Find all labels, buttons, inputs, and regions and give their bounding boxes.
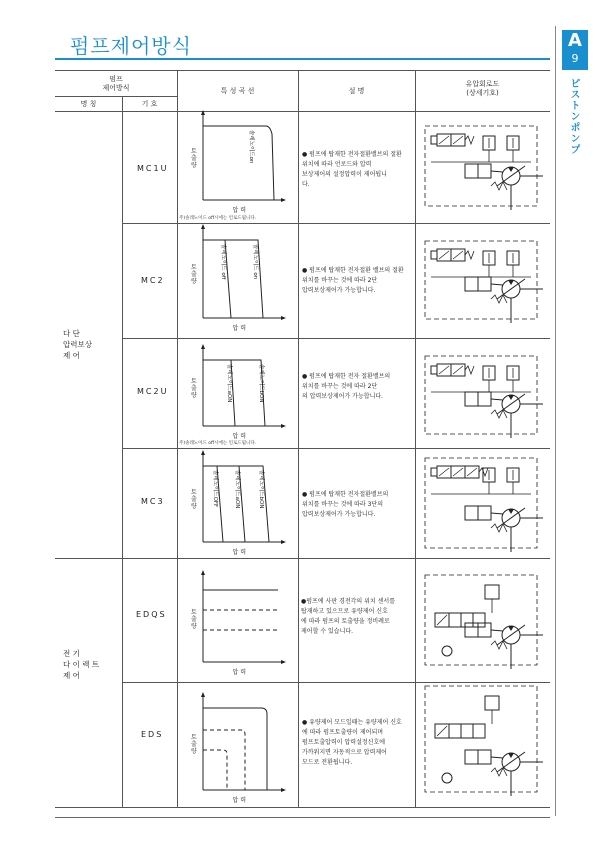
x-axis-label: 압 력 [232, 669, 246, 676]
flow-arrow [453, 136, 463, 144]
spring [465, 136, 474, 144]
row-code: EDQS [136, 610, 167, 619]
row-note: 주)솔레노이드 off시에는 언로드됩니다. [179, 216, 257, 221]
y-axis-label: 토 출 량 [191, 734, 197, 755]
spring [491, 524, 507, 532]
curve-label: 솔레노이드 on [252, 244, 258, 280]
tab-letter: A [568, 30, 582, 51]
x-axis-label: 압 력 [232, 797, 246, 804]
circuit-boundary [425, 356, 537, 434]
spring [491, 641, 507, 649]
proportional-arrow [437, 615, 447, 625]
valve-position [449, 613, 461, 627]
linkage [491, 399, 503, 400]
header-circuit: 유압회로도 (상세기호) [465, 80, 500, 97]
row-description: ● 펌프에 탑재한 전자절환밸브의 절환 위치에 따라 언로드와 압력 보상제어의 설정압력이 제어됩니 다. [302, 151, 402, 188]
header-curve: 특 성 곡 선 [220, 87, 255, 95]
y-axis-label: 토 출 량 [191, 489, 197, 510]
valve-position [461, 724, 473, 738]
flow-arrow [453, 366, 463, 374]
header-symbol: 기 호 [141, 100, 158, 108]
group-label-electric: 전 기 다 이 렉 트 제 어 [63, 649, 100, 680]
row-description: ● 펌프에 탑재한 전자절환 밸브의 절환 위치를 바꾸는 것에 따라 2단 압력보상제어가 가능합니다. [302, 267, 404, 294]
spring [465, 366, 474, 374]
circuit-boundary [425, 686, 537, 792]
curve-label: 솔레노이드aON [226, 364, 232, 403]
tab-vertical-title: ピストンポンプ [568, 78, 579, 155]
row-note: 주)솔레노이드 off시에는 언로드됩니다. [179, 441, 257, 446]
flow-arrow [439, 366, 449, 374]
row-code: MC1U [137, 164, 169, 173]
flow-arrow [439, 136, 449, 144]
curve-label: 솔레노이드bON [258, 364, 264, 403]
row-code: MC3 [141, 497, 165, 506]
row-description: ● 유량제어 모드일때는 유량제어 신호 에 따라 펌프토출량이 제어되며 펌프토출압력이 압력설정신호에 가까워지면 자동적으로 압력제어 모드로 전환됩니다. [302, 719, 402, 766]
spring [491, 182, 507, 190]
pump-arrow [508, 626, 514, 631]
footer-rule [55, 817, 550, 818]
pump-arrow [508, 280, 514, 285]
valve-position [473, 613, 485, 627]
linkage [491, 284, 503, 285]
sensor [442, 646, 452, 656]
row-description: ● 펌프에 탑재한 전자 절환밸브의 위치를 바꾸는 것에 따라 2단 의 압력보상제어가 가능합니다. [302, 373, 391, 400]
relief-valve [485, 696, 499, 710]
group-label-multistage: 다 단 압력보상 제 어 [63, 329, 92, 360]
flow-arrow [453, 468, 463, 476]
curve-label: 솔레노이드bON [258, 470, 264, 509]
circuit-boundary [425, 458, 537, 548]
header-name: 명 칭 [80, 100, 97, 108]
solenoid [431, 468, 437, 476]
solenoid [431, 366, 437, 374]
pump-arrow [508, 395, 514, 400]
linkage [491, 171, 503, 172]
circuit-boundary [425, 241, 537, 319]
spring [465, 251, 474, 259]
row-code: MC2U [137, 387, 169, 396]
control-method-table [55, 70, 550, 808]
valve-position [449, 724, 461, 738]
pump-arrow [508, 753, 514, 758]
linkage [491, 630, 503, 631]
linkage [491, 513, 503, 514]
flow-arrow [439, 251, 449, 259]
row-code: EDS [141, 730, 164, 739]
proportional-arrow [437, 726, 447, 736]
solenoid [431, 251, 437, 259]
header-description: 설 명 [348, 87, 365, 95]
curve-label: 솔레노이드 off [220, 244, 226, 280]
x-axis-label: 압 력 [232, 325, 246, 332]
y-axis-label: 토 출 량 [191, 609, 197, 630]
x-axis-label: 압 력 [232, 433, 246, 440]
tab-number: 9 [571, 52, 579, 65]
spring [491, 410, 507, 418]
title-underline [55, 58, 550, 60]
spring [491, 768, 507, 776]
y-axis-label: 토 출 량 [191, 378, 197, 399]
pump-arrow [508, 167, 514, 172]
curve-label: 솔레노이드OFF [212, 470, 218, 508]
x-axis-label: 압 력 [232, 549, 246, 556]
curve-label: 솔레노이드on [248, 130, 254, 164]
header-control-method: 펌프 제어방식 [102, 75, 130, 92]
flow-arrow [467, 468, 477, 476]
row-code: MC2 [141, 276, 165, 285]
section-tab [562, 30, 588, 70]
flow-arrow [439, 468, 449, 476]
hydraulic-circuits [55, 70, 550, 808]
sensor [442, 773, 452, 783]
solenoid [431, 136, 437, 144]
row-description: ● 펌프에 탑재한 전자절환밸브의 위치를 바꾸는 것에 따라 3단의 압력보상제어가 가능합니다. [302, 491, 389, 518]
valve-position [461, 613, 473, 627]
side-divider [555, 26, 556, 816]
relief-valve [485, 585, 499, 599]
flow-arrow [453, 251, 463, 259]
valve-position [473, 724, 485, 738]
spring [491, 295, 507, 303]
x-axis-label: 압 력 [232, 207, 246, 214]
y-axis-label: 토 출 량 [191, 264, 197, 285]
circuit-boundary [425, 126, 537, 206]
linkage [491, 757, 503, 758]
row-description: ●펌프에 사판 경전각의 위치 센서를 탑재하고 있으므로 유량제어 신호 에 따라 펌프의 토출량을 정비례로 제어할 수 있습니다. [301, 598, 396, 635]
pump-arrow [508, 509, 514, 514]
page-title: 펌프제어방식 [70, 34, 192, 58]
curve-label: 솔레노이드aON [234, 470, 240, 509]
y-axis-label: 토 출 량 [191, 148, 197, 169]
